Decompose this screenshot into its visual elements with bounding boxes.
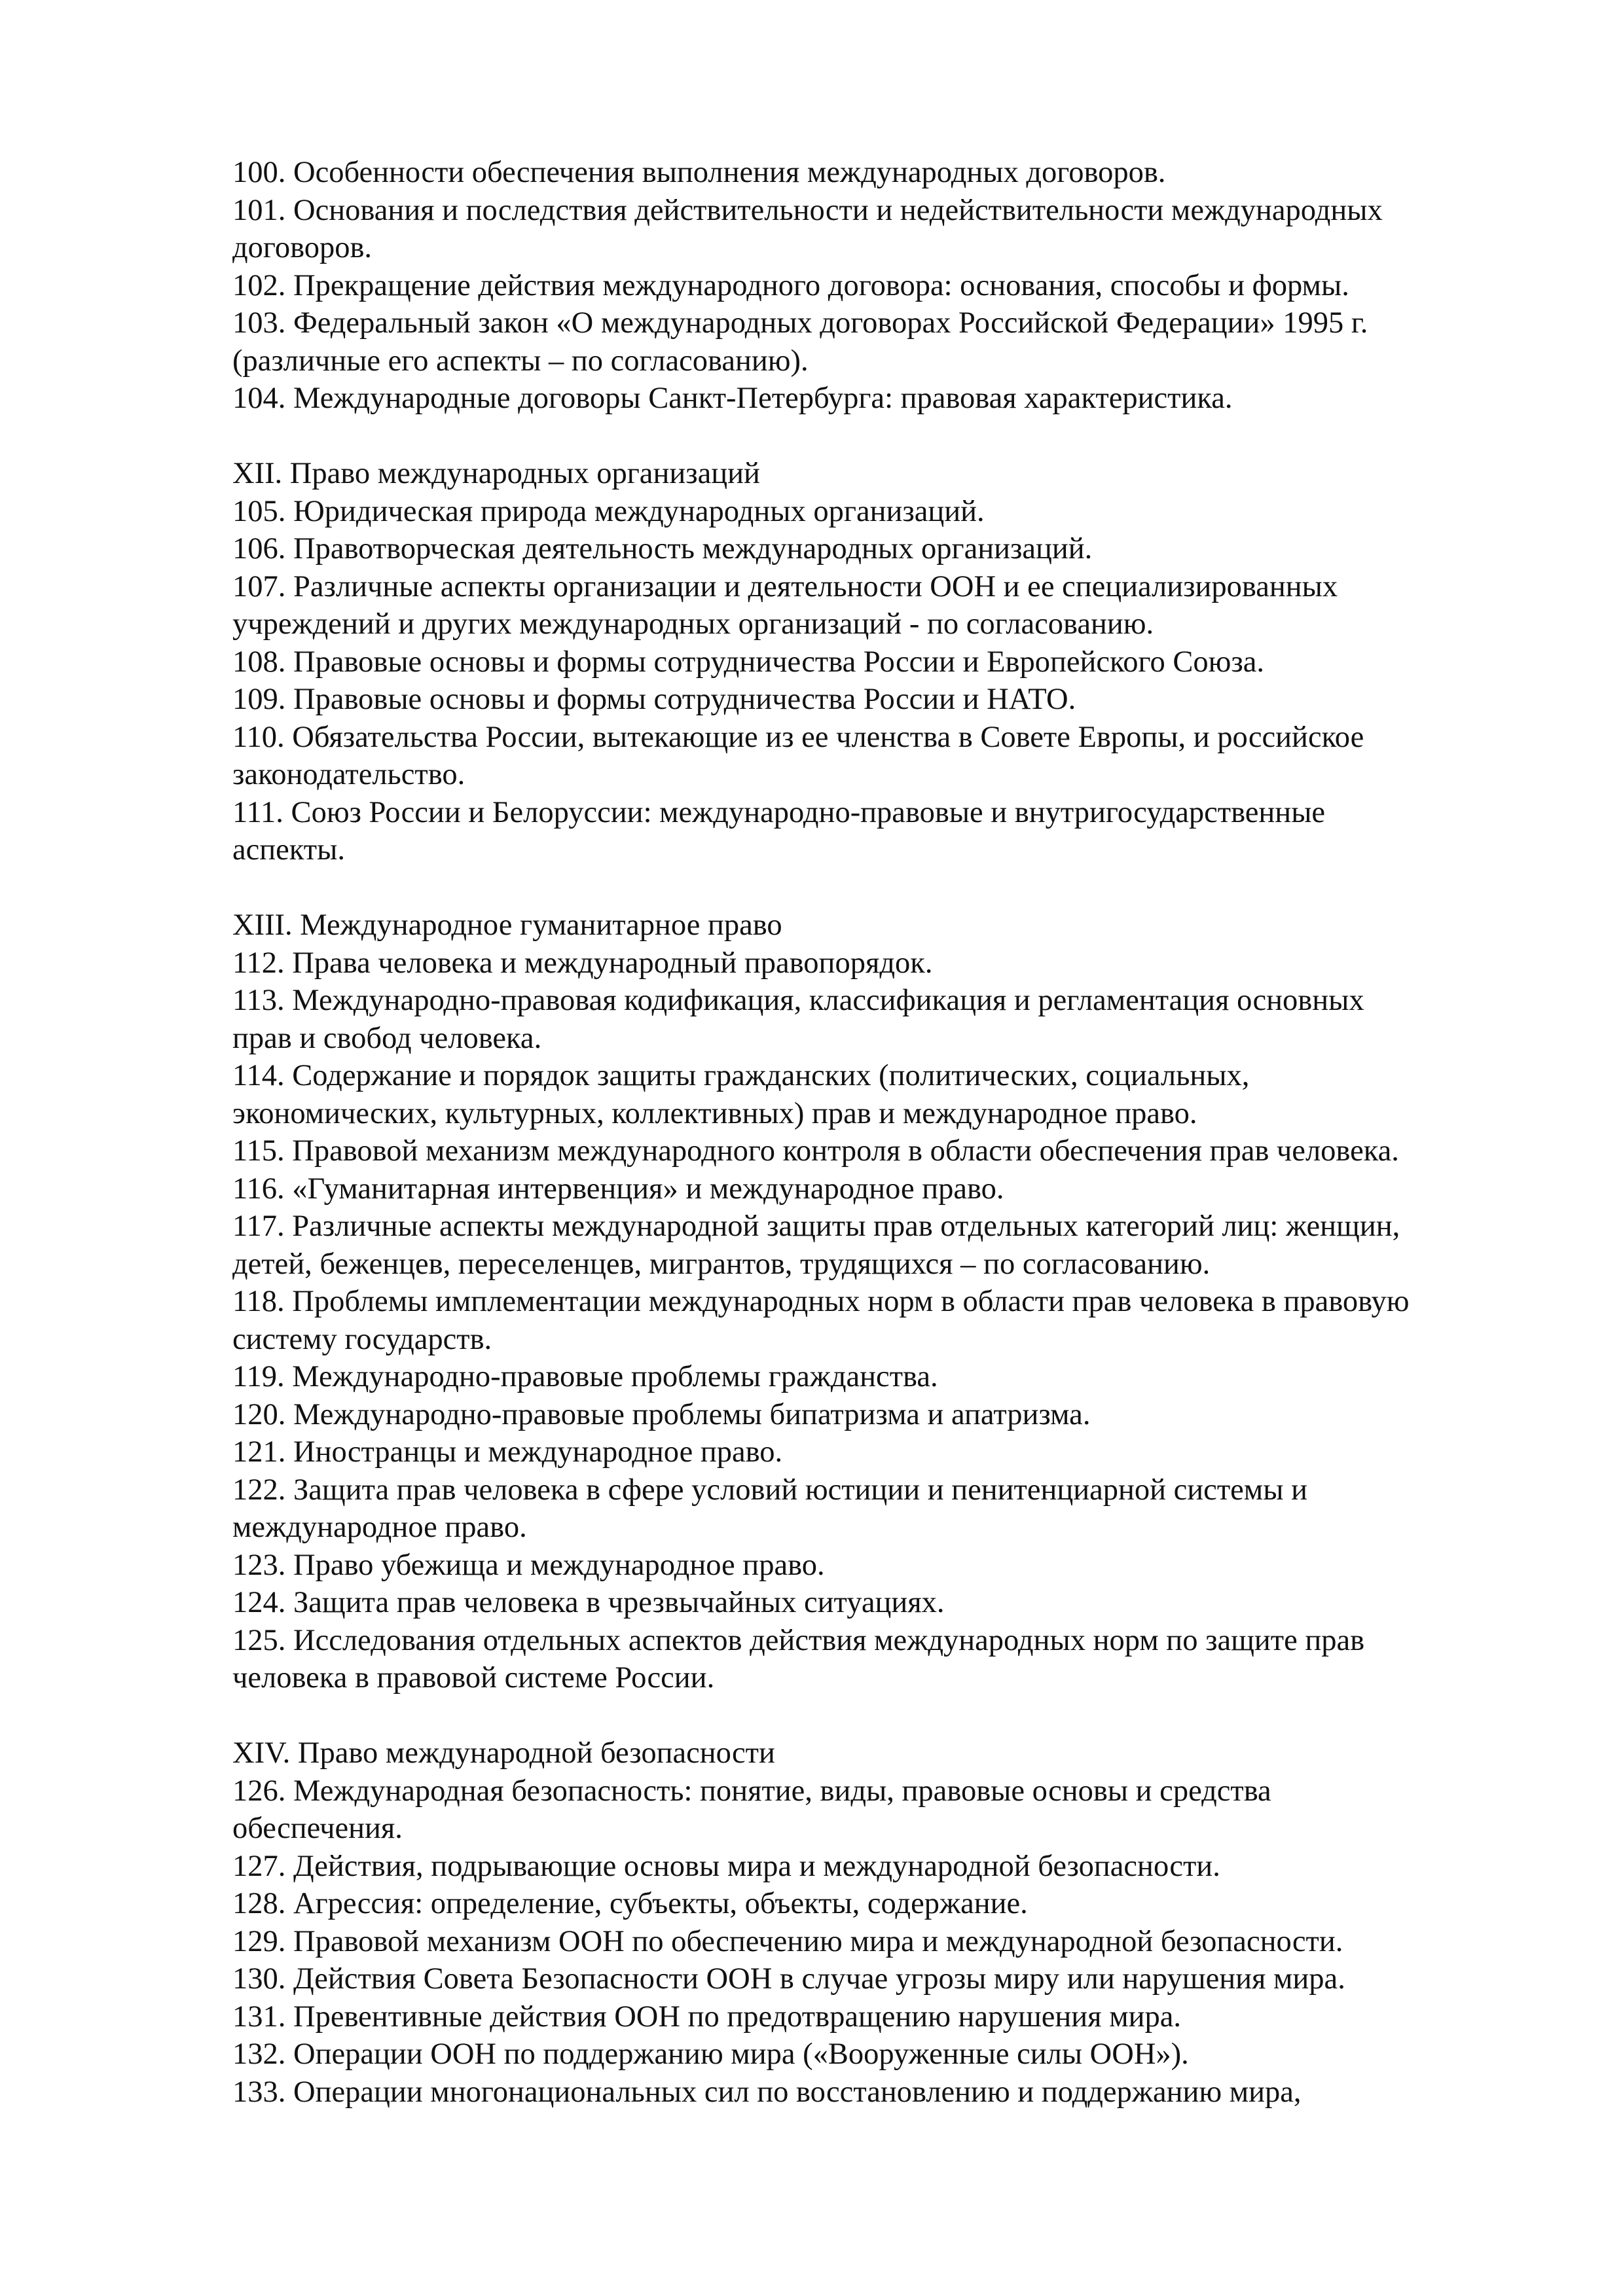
- list-item: [232, 982, 1529, 1057]
- list-item-text: 121. Иностранцы и международное право.: [232, 1435, 783, 1469]
- list-item-text: 129. Правовой механизм ООН по обеспечению мира и международной безопасности.: [232, 1924, 1343, 1958]
- list-item-text: 100. Особенности обеспечения выполнения международных договоров.: [232, 156, 1166, 189]
- list-item: [232, 1998, 1529, 2036]
- list-item-text: 119. Международно-правовые проблемы гражданства.: [232, 1360, 938, 1393]
- list-item-text: 123. Право убежища и международное право.: [232, 1548, 825, 1582]
- section-heading-text: XII. Право международных организаций: [232, 457, 760, 490]
- list-item-text: 117. Различные аспекты международной защиты прав отдельных категорий лиц: женщин,: [232, 1210, 1400, 1243]
- list-item: [232, 1208, 1529, 1283]
- list-item: [232, 944, 1529, 982]
- list-item: [232, 1471, 1529, 1547]
- section-heading: [232, 1734, 1529, 1772]
- list-item-text: (различные его аспекты – по согласованию).: [232, 344, 809, 378]
- list-item-text: 105. Юридическая природа международных организаций.: [232, 494, 985, 528]
- list-item: [232, 1170, 1529, 1208]
- list-item-text: 122. Защита прав человека в сфере условий юстиции и пенитенциарной системы и: [232, 1473, 1307, 1507]
- list-item: [232, 719, 1529, 794]
- list-item: [232, 1283, 1529, 1358]
- section-heading-text: XIII. Международное гуманитарное право: [232, 908, 782, 942]
- list-item-text: 113. Международно-правовая кодификация, классификация и регламентация основных: [232, 984, 1364, 1017]
- section-heading: [232, 906, 1529, 944]
- list-item-text: 104. Международные договоры Санкт-Петербурга: правовая характеристика.: [232, 382, 1233, 415]
- list-item-text: обеспечения.: [232, 1812, 403, 1845]
- list-item: [232, 1584, 1529, 1622]
- list-item-text: международное право.: [232, 1511, 527, 1544]
- list-item: [232, 1547, 1529, 1585]
- list-item: [232, 1885, 1529, 1923]
- list-item: [232, 2036, 1529, 2073]
- list-item-text: 132. Операции ООН по поддержанию мира («Вооруженные силы ООН»).: [232, 2037, 1189, 2071]
- list-item: [232, 1848, 1529, 1886]
- list-item-text: 120. Международно-правовые проблемы бипатризма и апатризма.: [232, 1397, 1091, 1431]
- document-page: [232, 154, 1529, 2111]
- list-item: [232, 1396, 1529, 1434]
- list-item-text: аспекты.: [232, 833, 345, 867]
- list-item: [232, 2073, 1529, 2111]
- list-item: [232, 192, 1529, 267]
- list-item: [232, 1923, 1529, 1961]
- list-item-text: человека в правовой системе России.: [232, 1661, 715, 1695]
- list-item: [232, 380, 1529, 418]
- list-item: [232, 1132, 1529, 1170]
- list-item: [232, 681, 1529, 719]
- list-item: [232, 794, 1529, 869]
- list-item-text: 131. Превентивные действия ООН по предотвращению нарушения мира.: [232, 2000, 1182, 2034]
- list-item-text: договоров.: [232, 231, 373, 264]
- section-heading: [232, 455, 1529, 493]
- list-item-text: систему государств.: [232, 1322, 492, 1356]
- list-item: [232, 1622, 1529, 1697]
- list-item: [232, 493, 1529, 531]
- list-item-text: прав и свобод человека.: [232, 1021, 542, 1055]
- list-item-text: 115. Правовой механизм международного контроля в области обеспечения прав человека.: [232, 1134, 1399, 1168]
- list-item-text: 101. Основания и последствия действительности и недействительности международных: [232, 193, 1383, 227]
- list-item: [232, 530, 1529, 568]
- list-item-text: 111. Союз России и Белоруссии: международно-правовые и внутригосударственные: [232, 795, 1326, 829]
- list-item-text: учреждений и других международных организаций - по согласованию.: [232, 607, 1154, 641]
- list-item-text: 124. Защита прав человека в чрезвычайных ситуациях.: [232, 1586, 945, 1619]
- list-item: [232, 643, 1529, 681]
- list-item: [232, 1433, 1529, 1471]
- list-item-text: законодательство.: [232, 758, 465, 791]
- list-item-text: 106. Правотворческая деятельность международных организаций.: [232, 532, 1093, 565]
- section-heading-text: XIV. Право международной безопасности: [232, 1736, 775, 1770]
- list-item-text: 118. Проблемы имплементации международных норм в области прав человека в правовую: [232, 1285, 1410, 1318]
- list-item: [232, 1358, 1529, 1396]
- list-item-text: 116. «Гуманитарная интервенция» и международное право.: [232, 1172, 1004, 1206]
- list-item-text: 128. Агрессия: определение, субъекты, объекты, содержание.: [232, 1887, 1028, 1920]
- list-item: [232, 304, 1529, 380]
- list-item-text: детей, беженцев, переселенцев, мигрантов, трудящихся – по согласованию.: [232, 1247, 1211, 1281]
- list-item: [232, 267, 1529, 305]
- list-item-text: 112. Права человека и международный правопорядок.: [232, 946, 933, 980]
- list-item-text: 108. Правовые основы и формы сотрудничества России и Европейского Союза.: [232, 645, 1264, 679]
- list-item-text: 109. Правовые основы и формы сотрудничества России и НАТО.: [232, 683, 1076, 716]
- list-item-text: 125. Исследования отдельных аспектов действия международных норм по защите прав: [232, 1623, 1365, 1657]
- list-item: [232, 568, 1529, 643]
- list-item-text: 102. Прекращение действия международного договора: основания, способы и формы.: [232, 268, 1349, 302]
- list-item: [232, 154, 1529, 192]
- list-item-text: 133. Операции многонациональных сил по восстановлению и поддержанию мира,: [232, 2075, 1302, 2109]
- list-item: [232, 1772, 1529, 1848]
- list-item: [232, 1057, 1529, 1132]
- list-item: [232, 1960, 1529, 1998]
- list-item-text: 130. Действия Совета Безопасности ООН в случае угрозы миру или нарушения мира.: [232, 1962, 1345, 1996]
- list-item-text: 127. Действия, подрывающие основы мира и международной безопасности.: [232, 1849, 1220, 1883]
- list-item-text: 114. Содержание и порядок защиты гражданских (политических, социальных,: [232, 1059, 1250, 1092]
- list-item-text: экономических, культурных, коллективных) прав и международное право.: [232, 1096, 1197, 1130]
- list-item-text: 126. Международная безопасность: понятие, виды, правовые основы и средства: [232, 1774, 1271, 1808]
- list-item-text: 103. Федеральный закон «О международных договорах Российской Федерации» 1995 г.: [232, 306, 1368, 340]
- list-item-text: 107. Различные аспекты организации и деятельности ООН и ее специализированных: [232, 569, 1338, 603]
- list-item-text: 110. Обязательства России, вытекающие из ее членства в Совете Европы, и российское: [232, 720, 1364, 754]
